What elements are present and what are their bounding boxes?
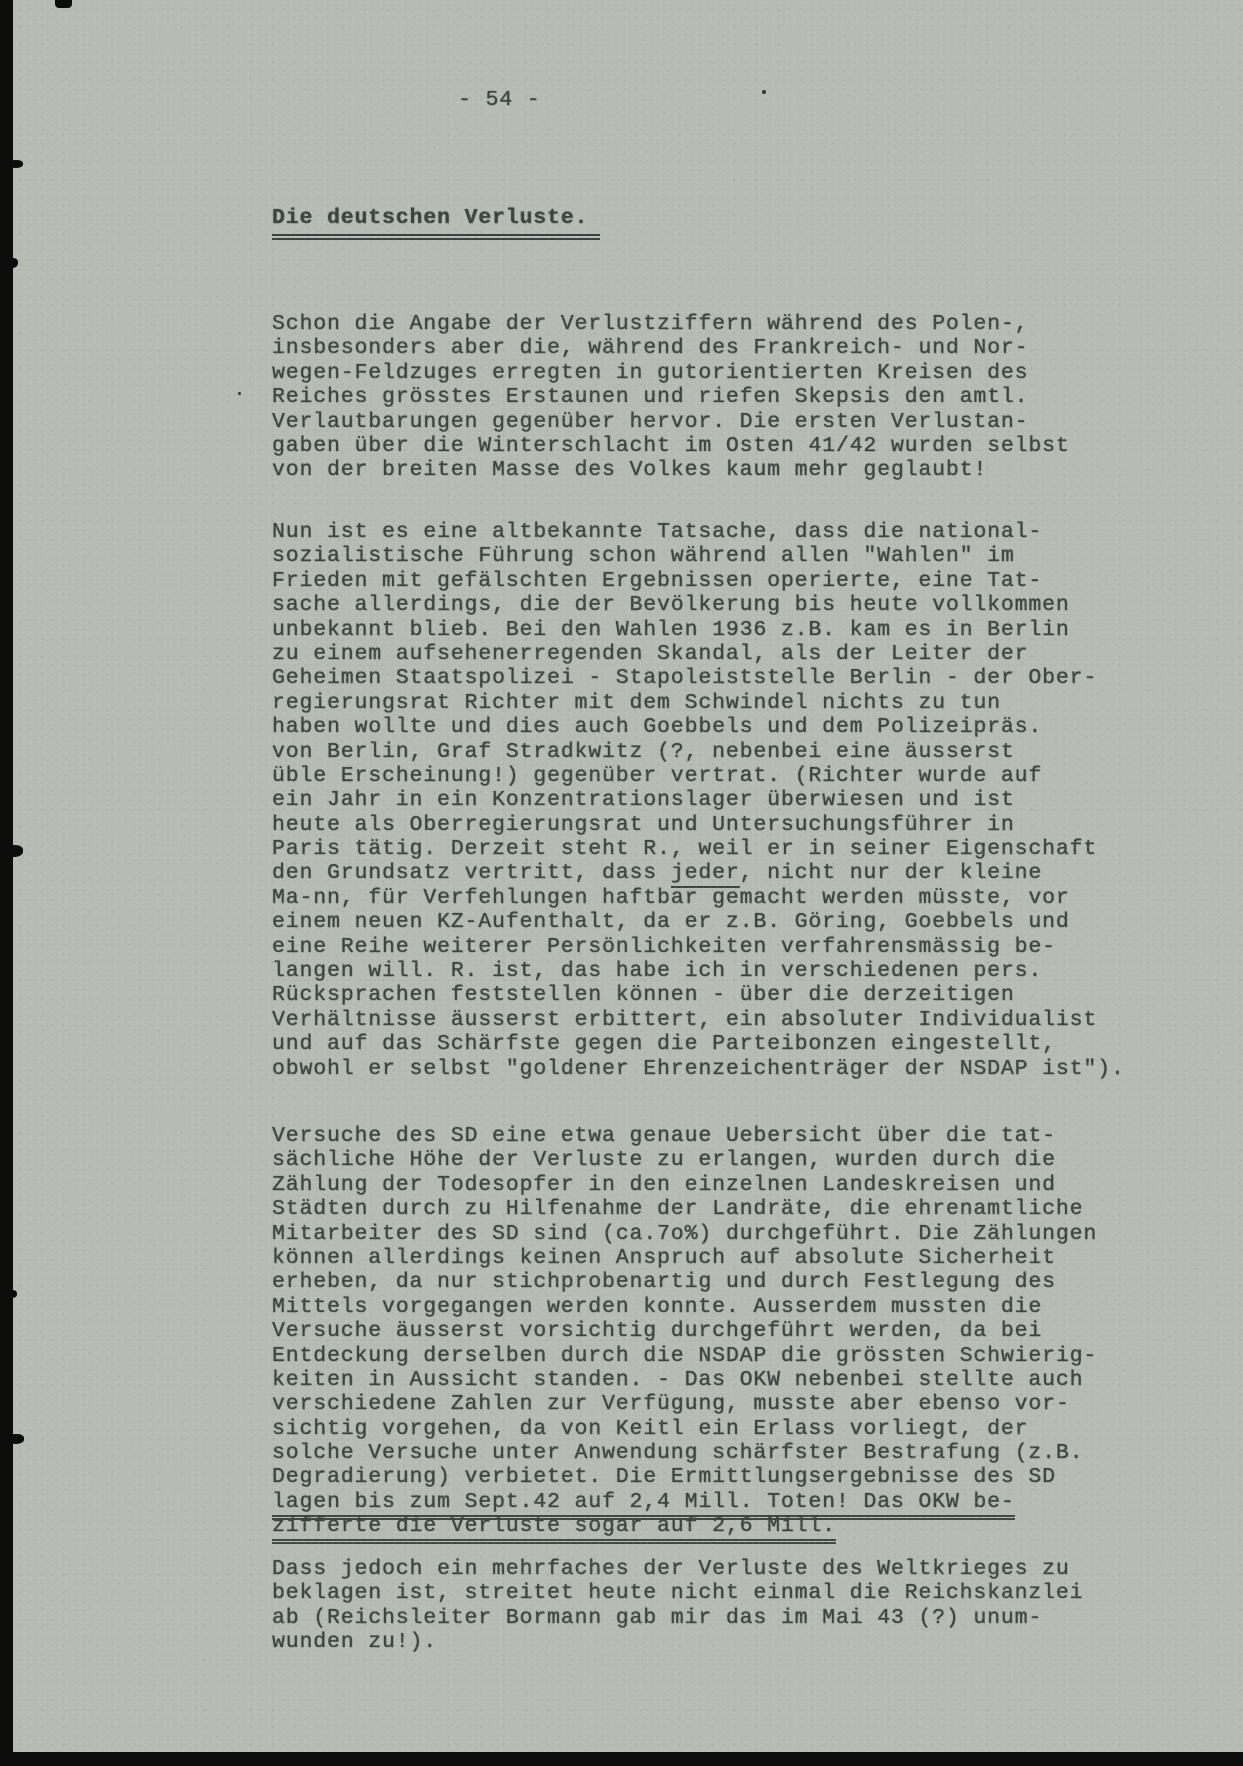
scan-artifact-mark (4, 845, 23, 857)
page-number: - 54 - (458, 88, 541, 112)
text-line: Versuche äusserst vorsichtig durchgeführt werden, da bei (272, 1319, 1043, 1344)
page-title-text: Die deutschen Verluste. (272, 206, 600, 240)
text-line: Schon die Angabe der Verlustziffern während des Polen-, (272, 312, 1029, 336)
text-line: einem neuen KZ-Aufenthalt, da er z.B. Göring, Goebbels und (272, 910, 1070, 935)
scan-artifact-mark (6, 1290, 17, 1298)
scan-artifact-mark (8, 160, 23, 168)
text-line: sichtig vorgehen, da von Keitl ein Erlass vorliegt, der (272, 1416, 1029, 1441)
text-line: sächliche Höhe der Verluste zu erlangen, wurden durch die (272, 1148, 1056, 1173)
text-line: Verhältnisse äusserst erbittert, ein absoluter Individualist (272, 1007, 1098, 1032)
paragraph-losses-intro (272, 312, 1070, 483)
text-segment: den Grundsatz vertritt, dass (272, 861, 671, 886)
text-line: von der breiten Masse des Volkes kaum mehr geglaubt! (272, 458, 988, 483)
underlined-statement: zifferte die Verluste sogar auf 2,6 Mill. (272, 1514, 836, 1544)
text-line: ab (Reichsleiter Bormann gab mir das im Mai 43 (?) unum- (272, 1605, 1043, 1630)
text-line: ein Jahr in ein Konzentrationslager überwiesen und ist (272, 788, 1015, 813)
text-line: Mitarbeiter des SD sind (ca.7o%) durchgeführt. Die Zählungen (272, 1221, 1098, 1246)
paragraph-election-fraud (272, 520, 1125, 1081)
text-line: üble Erscheinung!) gegenüber vertrat. (Richter wurde auf (272, 763, 1043, 788)
text-line: insbesonders aber die, während des Frankreich- und Nor- (272, 336, 1029, 361)
text-line: gaben über die Winterschlacht im Osten 41/42 wurden selbst (272, 433, 1070, 458)
text-line: obwohl er selbst "goldener Ehrenzeichenträger der NSDAP ist"). (272, 1056, 1125, 1081)
text-line: beklagen ist, streitet heute nicht einmal die Reichskanzlei (272, 1581, 1084, 1606)
text-line: zu einem aufsehenerregenden Skandal, als der Leiter der (272, 641, 1029, 666)
text-line: verschiedene Zahlen zur Verfügung, musste aber ebenso vor- (272, 1392, 1070, 1417)
scan-artifact-mark (7, 1434, 24, 1444)
text-line: wegen-Feldzuges erregten in gutorientierten Kreisen des (272, 360, 1029, 385)
text-line: Dass jedoch ein mehrfaches der Verluste des Weltkrieges zu (272, 1557, 1070, 1581)
text-line: haben wollte und dies auch Goebbels und dem Polizeipräs. (272, 715, 1043, 740)
text-line: Paris tätig. Derzeit steht R., weil er in seiner Eigenschaft (272, 837, 1098, 862)
text-line: und auf das Schärfste gegen die Parteibonzen eingestellt, (272, 1032, 1056, 1057)
text-line: regierungsrat Richter mit dem Schwindel nichts zu tun (272, 690, 1001, 715)
underlined-statement: lagen bis zum Sept.42 auf 2,4 Mill. Toten! Das OKW be- (272, 1490, 1015, 1520)
text-line: von Berlin, Graf Stradkwitz (?, nebenbei eine äusserst (272, 739, 1015, 764)
text-line: Mittels vorgegangen werden konnte. Ausserdem mussten die (272, 1294, 1043, 1319)
text-line: Zählung der Todesopfer in den einzelnen Landeskreisen und (272, 1172, 1056, 1197)
text-line: Ma-nn, für Verfehlungen haftbar gemacht werden müsste, vor (272, 885, 1070, 910)
scan-speck (238, 392, 241, 395)
text-line: Degradierung) verbietet. Die Ermittlungsergebnisse des SD (272, 1465, 1056, 1490)
text-line: unbekannt blieb. Bei den Wahlen 1936 z.B. kam es in Berlin (272, 617, 1070, 642)
scan-artifact-top-streak (55, 0, 72, 8)
underlined-word: jeder (671, 861, 740, 888)
text-line: Reiches grösstes Erstaunen und riefen Skepsis den amtl. (272, 385, 1029, 410)
text-line: erheben, da nur stichprobenartig und durch Festlegung des (272, 1270, 1056, 1295)
text-line: Frieden mit gefälschten Ergebnissen operierte, eine Tat- (272, 568, 1043, 593)
text-line: eine Reihe weiterer Persönlichkeiten verfahrensmässig be- (272, 934, 1056, 959)
text-line: langen will. R. ist, das habe ich in verschiedenen pers. (272, 959, 1043, 984)
text-line: heute als Oberregierungsrat und Untersuchungsführer in (272, 812, 1015, 837)
text-line: Städten durch zu Hilfenahme der Landräte, die ehrenamtliche (272, 1197, 1084, 1222)
text-line: können allerdings keinen Anspruch auf absolute Sicherheit (272, 1245, 1056, 1270)
text-segment: , nicht nur der kleine (739, 861, 1043, 886)
text-line: Versuche des SD eine etwa genaue Uebersicht über die tat- (272, 1124, 1056, 1148)
text-line: Entdeckung derselben durch die NSDAP die grössten Schwierig- (272, 1343, 1098, 1368)
scan-speck (762, 90, 766, 94)
text-line: wunden zu!). (272, 1630, 438, 1655)
text-line: Geheimen Staatspolizei - Stapoleiststelle Berlin - der Ober- (272, 666, 1098, 691)
text-line: Verlautbarungen gegenüber hervor. Die ersten Verlustan- (272, 409, 1029, 434)
text-line: Rücksprachen feststellen können - über die derzeitigen (272, 983, 1015, 1008)
page-title (272, 206, 600, 240)
text-line: solche Versuche unter Anwendung schärfster Bestrafung (z.B. (272, 1441, 1084, 1466)
text-line: sache allerdings, die der Bevölkerung bis heute vollkommen (272, 593, 1070, 618)
paragraph-reichskanzlei (272, 1557, 1083, 1655)
text-line: sozialistische Führung schon während allen "Wahlen" im (272, 544, 1015, 569)
underlined-text-line (272, 1490, 1097, 1514)
text-line: keiten in Aussicht standen. - Das OKW nebenbei stellte auch (272, 1367, 1084, 1392)
scan-bottom-border (0, 1752, 1243, 1766)
text-line-with-underlined-word (272, 861, 1125, 885)
paragraph-sd-counting (272, 1124, 1097, 1539)
text-line: Nun ist es eine altbekannte Tatsache, dass die national- (272, 520, 1043, 544)
scan-artifact-mark (6, 258, 18, 268)
